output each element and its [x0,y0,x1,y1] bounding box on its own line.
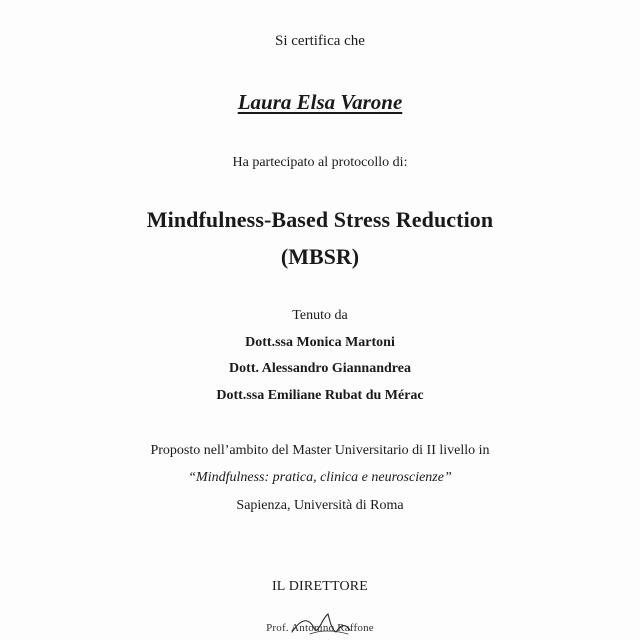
teacher-name: Dott.ssa Emiliane Rubat du Mérac [216,388,424,403]
director-title: IL DIRETTORE [271,579,369,594]
director-signature-block [0,618,640,640]
teacher-name: Dott.ssa Monica Martoni [245,335,395,350]
course-abbreviation: (MBSR) [280,244,360,269]
course-title: Mindfulness-Based Stress Reduction [146,207,494,232]
university-name: Sapienza, Università di Roma [236,498,404,513]
handwritten-signature [270,610,380,640]
recipient-name: Laura Elsa Varone [237,90,403,114]
participation-statement: Ha partecipato al protocollo di: [232,155,408,170]
master-program-name: “Mindfulness: pratica, clinica e neuroscienze” [188,470,452,485]
program-context: Proposto nell’ambito del Master Universitario di II livello in [150,443,490,458]
held-by-label: Tenuto da [292,308,348,323]
certification-intro: Si certifica che [275,33,365,49]
teacher-name: Dott. Alessandro Giannandrea [229,361,411,376]
director-name: Prof. Antonino Raffone [266,622,374,634]
